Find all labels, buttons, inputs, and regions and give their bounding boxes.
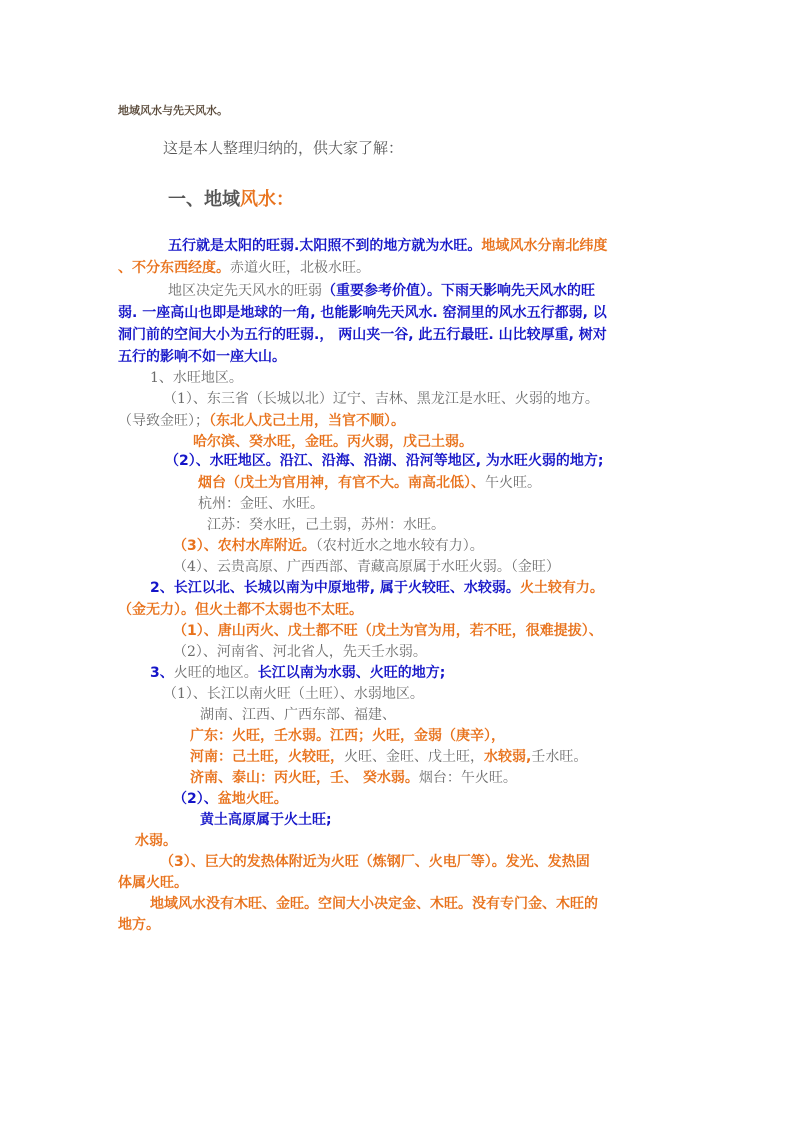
text-segment: 1、水旺地区。 [150,370,243,386]
text-line [198,495,324,513]
text-segment: 烟台（戊土为官用神，有官不大。南高北低）、 [198,475,485,491]
text-line [190,769,517,787]
text-segment: 火旺的地区。 [173,665,258,681]
text-segment: 水较弱, [484,749,532,765]
text-line [118,259,370,277]
text-segment: 杭州：金旺、水旺。 [198,496,324,512]
text-segment: （1）、东三省（长城以北）辽宁、吉林、黑龙江是水旺、火弱的地方。 [163,391,599,407]
text-segment: 湖南、江西、广西东部、福建、 [200,707,396,723]
text-segment: （重要参考价值）。下雨天影响先天风水的旺 [322,283,595,299]
text-line [135,832,177,850]
text-line [200,811,332,829]
document-title: 地域风水与先天风水。 [118,104,228,117]
text-segment: （2）、水旺地区。沿江、沿海、沿湖、沿河等地区, 为水旺火弱的地方; [165,453,604,469]
text-segment: 水弱。 [135,833,177,849]
text-line [150,369,243,387]
text-segment: 3、 [150,665,174,681]
text-segment: 五行的影响不如一座大山。 [118,349,286,365]
text-segment: （2）、河南省、河北省人，先天壬水弱。 [173,644,427,660]
text-segment: 地区决定先天风水的旺弱 [168,283,322,299]
text-segment: 洞门前的空间大小为五行的旺弱.， 两山夹一谷, 此五行最旺. 山比较厚重, 树对 [118,327,607,343]
text-line [165,452,604,470]
text-line [168,237,607,255]
text-line [118,601,363,619]
text-line [207,516,445,534]
text-segment: 午火旺。 [485,475,541,491]
intro-text: 这是本人整理归纳的，供大家了解： [163,139,404,157]
text-segment: 、不分东西经度。 [118,260,230,276]
text-line [163,685,424,703]
text-segment: 江苏：癸水旺，己土弱，苏州：水旺。 [207,517,445,533]
text-segment: （2）、 [173,791,218,807]
text-segment: 地方。 [118,917,160,933]
text-line [150,664,445,682]
section-heading [168,185,294,211]
text-segment: （农村近水之地水较有力）。 [315,538,484,554]
heading-part-1: 一、地域 [168,189,240,210]
text-line [118,874,188,892]
text-segment: 烟台：午火旺。 [418,770,517,786]
text-line [190,727,505,745]
text-line [193,433,473,451]
text-segment: 火旺、金旺、戊土旺， [344,749,484,765]
text-segment: 地域风水没有木旺、金旺。空间大小决定金、木旺。没有专门金、木旺的 [150,896,598,912]
text-line [150,895,598,913]
text-line [173,558,560,576]
text-segment: （1）、长江以南火旺（土旺）、水弱地区。 [163,686,424,702]
text-segment: 黄土高原属于火土旺; [200,812,332,828]
text-segment: 盆地火旺。 [217,791,288,807]
heading-part-2: 风水： [240,189,294,210]
text-line [173,622,603,640]
text-segment: （金无力）。但火土都不太弱也不太旺。 [118,602,363,618]
text-line [198,474,541,492]
text-line [118,916,160,934]
text-segment: 长江以南为水弱、火旺的地方; [257,665,446,681]
text-line [150,579,604,597]
text-segment: （3）、巨大的发热体附近为火旺（炼钢厂、火电厂等）。发光、发热固 [160,854,590,870]
text-line [173,643,427,661]
text-line [168,282,595,300]
text-segment: 壬水旺。 [531,749,588,765]
text-segment: （导致金旺）； [118,413,209,429]
text-segment: （东北人戊己土用，当官不顺）。 [209,413,405,429]
text-line [173,790,288,808]
text-line [190,748,587,766]
text-line [160,853,590,871]
text-segment: 广东：火旺，壬水弱。江西；火旺，金弱（庚辛）， [190,728,505,744]
text-segment: 哈尔滨、癸水旺，金旺。丙火弱，戊己土弱。 [193,434,473,450]
text-segment: 济南、泰山：丙火旺，壬、 癸水弱。 [190,770,419,786]
text-line [118,304,607,322]
text-line [163,390,599,408]
text-segment: （3）、农村水库附近。 [173,538,316,554]
text-segment: 赤道火旺，北极水旺。 [230,260,370,276]
text-line [200,706,396,724]
text-line [118,412,405,430]
text-segment: （4）、云贵高原、广西西部、青藏高原属于水旺火弱。（金旺） [173,559,560,575]
text-segment: 体属火旺。 [118,875,188,891]
text-segment: 2、长江以北、长城以南为中原地带, 属于火较旺、水较弱。 [150,580,520,596]
text-segment: 地域风水分南北纬度 [481,238,608,254]
text-segment: 五行就是太阳的旺弱.太阳照不到的地方就为水旺。 [168,238,482,254]
text-line [173,537,484,555]
text-segment: 河南：己土旺，火较旺， [190,749,344,765]
text-line [118,326,607,344]
text-segment: （1）、唐山丙火、戊土都不旺（戊土为官为用，若不旺，很难提拔）、 [173,623,603,639]
text-segment: 弱. 一座高山也即是地球的一角, 也能影响先天风水. 窑洞里的风水五行都弱, 以 [118,305,607,321]
text-line [118,348,286,366]
text-segment: 火土较有力。 [519,580,604,596]
